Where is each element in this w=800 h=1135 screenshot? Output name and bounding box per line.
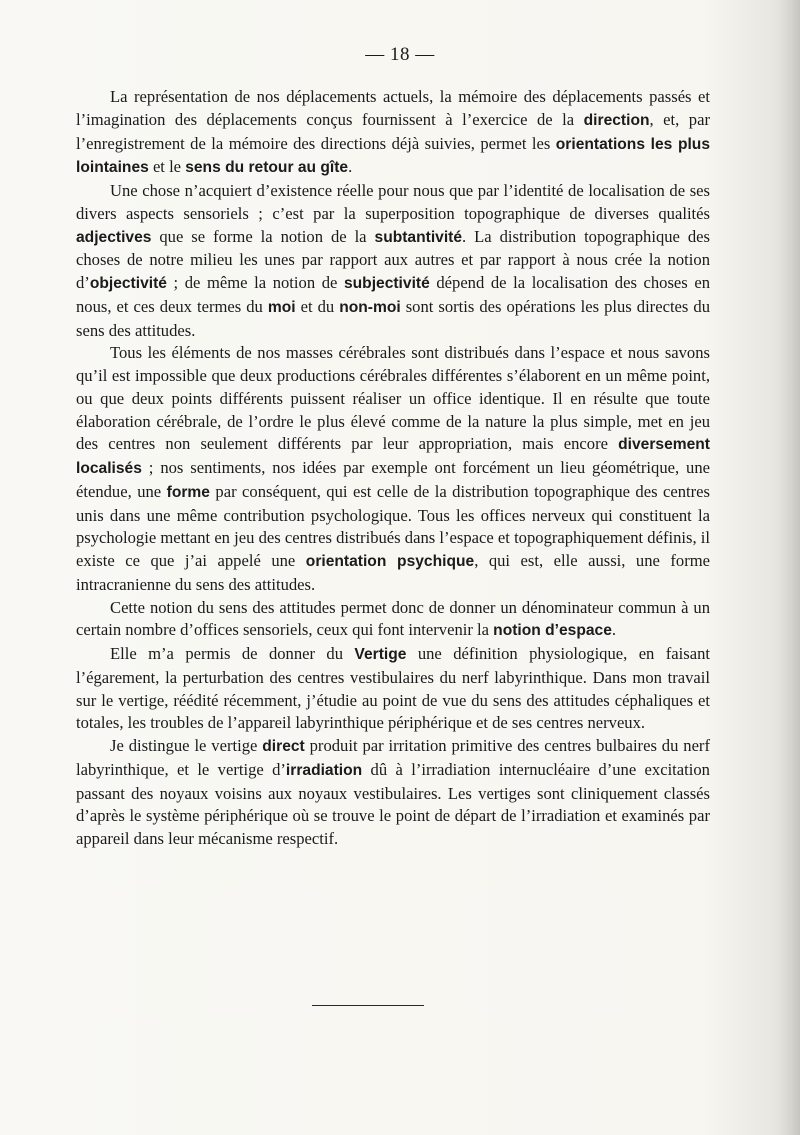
text-run: Elle m’a permis de donner du: [110, 644, 355, 663]
body-text: [76, 86, 710, 851]
paragraph-1: [76, 86, 710, 180]
bold-term: non-moi: [339, 298, 401, 316]
bold-term: adjectives: [76, 228, 152, 246]
bold-term: diversement localisés: [76, 436, 710, 477]
bold-term: direct: [262, 738, 305, 755]
text-run: et du: [295, 296, 340, 316]
bold-term: orientation psychique: [305, 553, 475, 570]
text-run: , et, par l’enregistrement de la mémoire des directions déjà suivies, permet les: [76, 109, 710, 153]
text-run: une définition physiologique, en faisant l’égarement, la perturbation des centres vestibulaires du nerf labyrinthique. Dans mon travail sur le vertige, réédité récemment, j’étudie au point de vue du sens des attitudes céphaliques et totales, les troubles de l’appareil labyrinthique périphérique et de ses centres nerveux.: [76, 644, 710, 733]
bold-term: notion d’espace: [493, 622, 612, 640]
bold-term: forme: [166, 483, 210, 501]
bold-term: subjectivité: [343, 275, 430, 292]
text-run: sont sortis des opérations les plus directes du sens des attitudes.: [76, 296, 710, 340]
bold-term: irradiation: [285, 761, 363, 779]
bold-term: direction: [583, 111, 650, 129]
text-run: que se forme la notion de la: [151, 226, 375, 246]
text-run: Je distingue le vertige: [110, 736, 263, 755]
bold-term: orientations les plus lointaines: [76, 135, 710, 177]
text-run: ; de même la notion de: [166, 273, 344, 292]
paragraph-6: [76, 735, 710, 851]
text-run: .: [348, 157, 353, 177]
text-run: .: [611, 620, 617, 640]
text-run: par conséquent, qui est celle de la distribution topographique des centres unis dans une même contribution psychologique. Tous les offices nerveux qui constituent la psychologie mettant en jeu des centres distribués dans l’espace et topographiquement définis, il existe ce que j’ai appelé une: [76, 481, 710, 570]
paragraph-4: [76, 597, 710, 644]
text-run: , qui est, elle aussi, une forme intracranienne du sens des attitudes.: [76, 551, 711, 594]
end-rule: [312, 1005, 424, 1006]
text-run: dû à l’irradiation internucléaire d’une excitation passant des noyaux voisins aux noyaux vestibulaires. Les vertiges sont cliniquement classés d’après le système périphérique où se trouve le point de départ de l’irradiation et examinés par appareil dans leur mécanisme respectif.: [76, 759, 710, 848]
text-run: produit par irritation primitive des centres bulbaires du nerf labyrinthique, et le vertige d’: [76, 736, 710, 779]
page-edge-shadow: [778, 0, 800, 1135]
text-run: Cette notion du sens des attitudes permet donc de donner un dénominateur commun à un certain nombre d’offices sensoriels, ceux qui font intervenir la: [76, 597, 710, 640]
text-run: dépend de la localisation des choses en nous, et ces deux termes du: [76, 273, 710, 316]
text-run: ; nos sentiments, nos idées par exemple ont forcément un lieu géométrique, une étendue, une: [76, 458, 710, 501]
paragraph-5: [76, 643, 710, 735]
bold-term: objectivité: [89, 275, 167, 292]
text-run: La représentation de nos déplacements actuels, la mémoire des déplacements passés et l’imagination des déplacements conçus fournissent à l’exercice de la: [76, 87, 710, 129]
paragraph-3: [76, 342, 710, 596]
paragraph-2: [76, 180, 710, 342]
bold-term: Vertige: [354, 646, 407, 663]
bold-term: sens du retour au gîte: [185, 159, 349, 177]
page-number: — 18 —: [365, 44, 435, 65]
bold-term: subtantivité: [374, 228, 463, 246]
bold-term: moi: [267, 298, 296, 316]
text-run: et le: [148, 157, 186, 177]
text-run: Tous les éléments de nos masses cérébrales sont distribués dans l’espace et nous savons qu’il est impossible que deux productions cérébrales différentes s’élaborent en un même point, ou que deux points différents puissent réaliser un office identique. Il en résulte que toute élaboration cérébrale, de l’ordre le plus élevé comme de la nature la plus simple, met en jeu des centres non seulement différents par leur appropriation, mais encore: [76, 343, 710, 454]
text-run: Une chose n’acquiert d’existence réelle pour nous que par l’identité de localisation de ses divers aspects sensoriels ; c’est par la superposition topographique de diverses qualités: [76, 181, 710, 223]
text-run: . La distribution topographique des choses de notre milieu les unes par rapport aux autres et par rapport à nous crée la notion d’: [76, 226, 710, 292]
